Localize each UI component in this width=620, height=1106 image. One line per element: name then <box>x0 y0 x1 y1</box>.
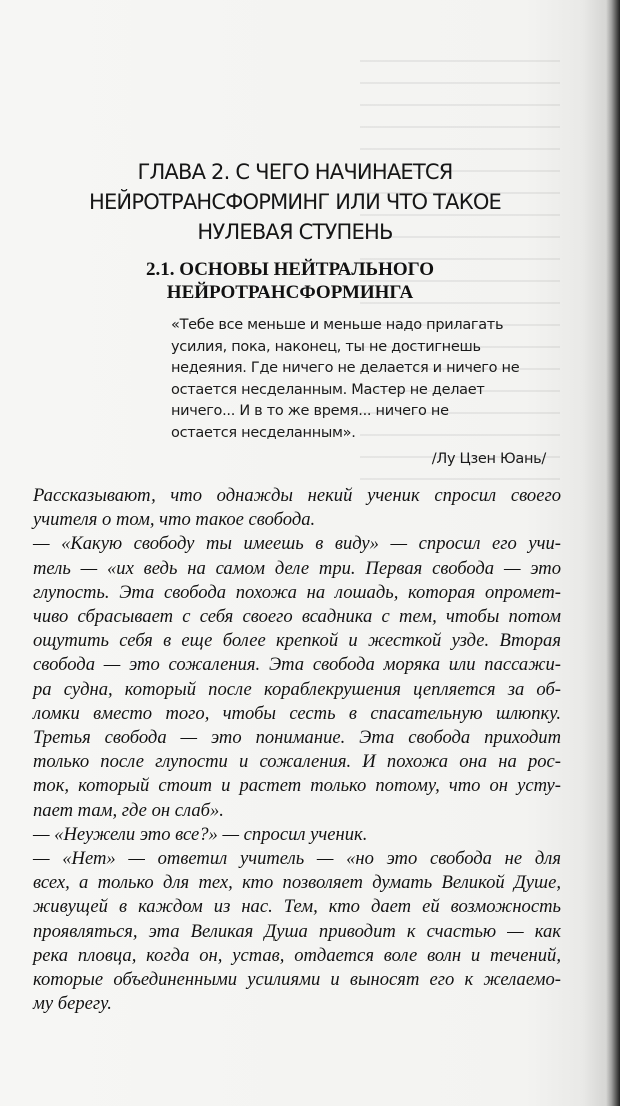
chapter-title <box>40 157 550 247</box>
body-line: свобода — это сожаления. Эта свобода моряка или пассажи- <box>33 654 561 676</box>
body-line: — «Какую свободу ты имеешь в виду» — спросил его учи- <box>33 533 561 555</box>
epigraph <box>171 315 546 471</box>
epigraph-line: «Тебе все меньше и меньше надо прилагать <box>171 317 504 333</box>
body-line: проявляться, эта Великая Душа приводит к счастью — как <box>33 920 561 942</box>
body-line: живущей в каждом из нас. Тем, кто дает ей возможность <box>33 896 561 918</box>
body-line: ток, который стоит и растет только потому, что он усту- <box>33 775 561 797</box>
body-line: пает там, где он слаб». <box>33 799 224 821</box>
section-title-line: 2.1. ОСНОВЫ НЕЙТРАЛЬНОГО <box>145 259 435 280</box>
page-spine-shadow <box>606 0 620 1106</box>
chapter-title-line: НЕЙРОТРАНСФОРМИНГ ИЛИ ЧТО ТАКОЕ <box>88 190 502 214</box>
body-line: учителя о том, что такое свобода. <box>33 509 316 531</box>
body-line: Третья свобода — это понимание. Эта свобода приходит <box>33 727 561 749</box>
body-line: только после глупости и сожаления. И похожа она на рос- <box>33 751 561 773</box>
body-text <box>33 484 561 1016</box>
body-line: чиво сбрасывает с себя своего всадника с тем, чтобы потом <box>33 606 561 628</box>
body-line: река пловца, когда он, устав, отдается воле волн и течений, <box>33 944 561 966</box>
epigraph-line: остается несделанным». <box>171 424 356 441</box>
body-line: Рассказывают, что однажды некий ученик спросил своего <box>33 485 561 506</box>
chapter-title-line: ГЛАВА 2. С ЧЕГО НАЧИНАЕТСЯ <box>137 160 453 184</box>
epigraph-author: /Лу Цзен Юань/ <box>431 451 546 467</box>
body-line: — «Нет» — ответил учитель — «но это свобода не для <box>33 848 561 870</box>
body-line: ощутить себя в еще более крепкой и жесткой узде. Вторая <box>33 630 561 652</box>
epigraph-line: недеяния. Где ничего не делается и ничего не <box>171 360 520 376</box>
body-line: ра судна, который после кораблекрушения цепляется за об- <box>33 678 561 700</box>
epigraph-line: остается несделанным. Мастер не делает <box>171 381 485 398</box>
epigraph-line: ничего... И в то же время... ничего не <box>171 403 449 419</box>
chapter-title-line: НУЛЕВАЯ СТУПЕНЬ <box>197 220 393 244</box>
body-line: му берегу. <box>33 993 112 1015</box>
body-line: всех, а только для тех, кто позволяет думать Великой Душе, <box>33 872 561 894</box>
body-line: глупость. Эта свобода похожа на лошадь, которая опромет- <box>33 581 561 603</box>
section-title-line: НЕЙРОТРАНСФОРМИНГА <box>166 282 414 303</box>
section-title <box>70 258 510 304</box>
body-line: тель — «их ведь на самом деле три. Первая свобода — это <box>33 557 561 579</box>
body-line: которые объединенными усилиями и выносят его к желаемо- <box>33 969 561 991</box>
body-line: ломки вместо того, чтобы сесть в спасательную шлюпку. <box>33 702 561 724</box>
body-line: — «Неужели это все?» — спросил ученик. <box>33 823 368 845</box>
epigraph-line: усилия, пока, наконец, ты не достигнешь <box>171 338 481 355</box>
